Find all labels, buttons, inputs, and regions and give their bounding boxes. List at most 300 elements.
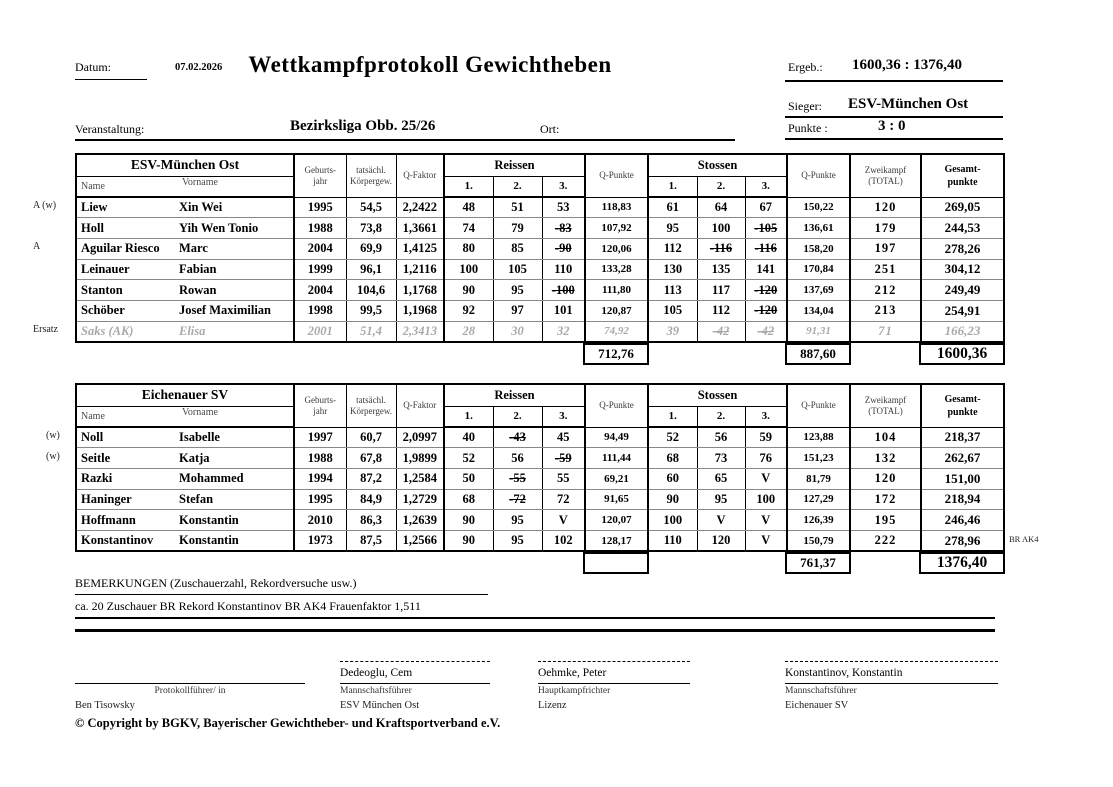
signature-block-kampfrichter — [538, 661, 690, 711]
lifter-surname: Hoffmann — [81, 512, 136, 527]
gesamtpunkte-cell: 254,91 — [921, 300, 1004, 321]
lifter-firstname: Konstantin — [179, 533, 239, 548]
gesamtpunkte-cell: 218,94 — [921, 489, 1004, 510]
cleanjerk-attempt-cell — [745, 280, 787, 301]
col-attempt-1: 1. — [648, 406, 697, 427]
cleanjerk-attempt-cell — [745, 300, 787, 321]
cleanjerk-qpoints-cell: 151,23 — [787, 448, 850, 469]
row-record-note — [1009, 279, 1069, 300]
veranstaltung-underline — [75, 139, 735, 141]
failed-attempt-value: -116 — [709, 241, 733, 256]
col-zweikampf: Zweikampf (TOTAL) — [850, 384, 921, 427]
snatch-attempt-cell: 95 — [493, 510, 542, 531]
row-record-note — [1009, 237, 1069, 258]
ergebnis-underline — [785, 80, 1003, 82]
cleanjerk-qpoints-cell: 127,29 — [787, 489, 850, 510]
zweikampf-total-cell: 212 — [850, 280, 921, 301]
qfactor-cell: 1,2116 — [396, 259, 444, 280]
team-name: Eichenauer SV — [76, 384, 294, 406]
cleanjerk-attempt-cell: 39 — [648, 321, 697, 342]
birth-year-cell: 1999 — [294, 259, 346, 280]
col-attempt-2: 2. — [493, 176, 542, 197]
snatch-attempt-cell: 101 — [542, 300, 585, 321]
dashed-signature-line — [538, 661, 690, 662]
lifter-firstname: Mohammed — [179, 471, 244, 486]
lifter-name-cell — [76, 259, 294, 280]
cleanjerk-qpoints-cell: 81,79 — [787, 468, 850, 489]
cleanjerk-qpoints-cell: 134,04 — [787, 300, 850, 321]
results-table — [75, 153, 1005, 343]
col-geburtsjahr: Geburts- jahr — [294, 384, 346, 427]
cleanjerk-qpoints-total: 887,60 — [785, 343, 851, 365]
snatch-attempt-cell: 95 — [493, 280, 542, 301]
row-class-tag: Ersatz — [33, 324, 58, 336]
col-attempt-2: 2. — [493, 406, 542, 427]
snatch-attempt-cell: 92 — [444, 300, 493, 321]
lifter-name-cell — [76, 530, 294, 551]
row-note-gutter — [1009, 196, 1069, 341]
ergebnis-label: Ergeb.: — [788, 60, 823, 74]
lifter-name-cell — [76, 197, 294, 218]
birth-year-cell: 2004 — [294, 238, 346, 259]
birth-year-cell: 2010 — [294, 510, 346, 531]
qfactor-cell: 1,1968 — [396, 300, 444, 321]
lifter-row — [76, 238, 1004, 259]
col-name-vorname: Name Vorname — [76, 406, 294, 427]
lifter-surname: Noll — [81, 430, 104, 445]
failed-attempt-value: -120 — [754, 303, 778, 318]
results-table — [75, 383, 1005, 552]
col-reissen: Reissen — [444, 384, 585, 406]
snatch-attempt-cell — [493, 468, 542, 489]
bodyweight-cell: 69,9 — [346, 238, 396, 259]
cleanjerk-attempt-cell: V — [745, 510, 787, 531]
snatch-qpoints-cell: 91,65 — [585, 489, 648, 510]
dashed-signature-line — [785, 661, 998, 662]
cleanjerk-attempt-cell: 67 — [745, 197, 787, 218]
birth-year-cell: 1997 — [294, 427, 346, 448]
ergebnis-value: 1600,36 : 1376,40 — [852, 57, 962, 73]
snatch-attempt-cell: 80 — [444, 238, 493, 259]
lifter-firstname: Elisa — [179, 323, 206, 338]
lifter-surname: Aguilar Riesco — [81, 241, 160, 256]
signature-block-protokollfuehrer — [75, 661, 305, 711]
gesamtpunkte-total: 1376,40 — [919, 552, 1005, 574]
copyright-line: © Copyright by BGKV, Bayerischer Gewichtheber- und Kraftsportverband e.V. — [75, 716, 501, 730]
failed-attempt-value: -59 — [554, 450, 572, 465]
cleanjerk-qpoints-cell: 150,22 — [787, 197, 850, 218]
row-record-note: BR AK4 — [1009, 534, 1039, 545]
row-record-note — [1009, 196, 1069, 217]
snatch-attempt-cell: 100 — [444, 259, 493, 280]
zweikampf-total-cell: 172 — [850, 489, 921, 510]
failed-attempt-value: -120 — [754, 282, 778, 297]
snatch-attempt-cell: 68 — [444, 489, 493, 510]
col-attempt-3: 3. — [745, 406, 787, 427]
zweikampf-total-cell: 120 — [850, 468, 921, 489]
failed-attempt-value: -42 — [712, 323, 730, 338]
cleanjerk-attempt-cell — [745, 218, 787, 239]
punkte-underline — [785, 138, 1003, 140]
lifter-row — [76, 197, 1004, 218]
col-qfaktor: Q-Faktor — [396, 384, 444, 427]
punkte-label: Punkte : — [788, 121, 828, 135]
snatch-attempt-cell: 48 — [444, 197, 493, 218]
zweikampf-total-cell: 195 — [850, 510, 921, 531]
cleanjerk-attempt-cell: 76 — [745, 448, 787, 469]
snatch-attempt-cell: 51 — [493, 197, 542, 218]
gesamtpunkte-cell: 218,37 — [921, 427, 1004, 448]
row-class-tag — [33, 299, 77, 320]
qfactor-cell: 1,2639 — [396, 510, 444, 531]
col-reissen: Reissen — [444, 154, 585, 176]
bemerkungen-label: BEMERKUNGEN (Zuschauerzahl, Rekordversuche usw.) — [75, 576, 357, 590]
lifter-surname: Razki — [81, 471, 113, 486]
col-qpunkte-stossen: Q-Punkte — [787, 384, 850, 427]
gesamtpunkte-cell: 278,96 — [921, 530, 1004, 551]
snatch-qpoints-cell: 120,06 — [585, 238, 648, 259]
failed-attempt-value: -43 — [509, 430, 526, 445]
cleanjerk-qpoints-cell: 126,39 — [787, 510, 850, 531]
gesamtpunkte-cell: 262,67 — [921, 448, 1004, 469]
snatch-attempt-cell: 79 — [493, 218, 542, 239]
row-class-tag: (w) — [46, 430, 60, 441]
totals-row — [75, 343, 1005, 367]
lifter-name-cell — [76, 300, 294, 321]
snatch-attempt-cell: 40 — [444, 427, 493, 448]
lifter-name-cell — [76, 218, 294, 239]
zweikampf-total-cell: 179 — [850, 218, 921, 239]
snatch-attempt-cell — [542, 280, 585, 301]
cleanjerk-attempt-cell: 90 — [648, 489, 697, 510]
zweikampf-total-cell: 132 — [850, 448, 921, 469]
row-record-note — [1009, 320, 1069, 341]
snatch-attempt-cell: V — [542, 510, 585, 531]
bodyweight-cell: 96,1 — [346, 259, 396, 280]
snatch-attempt-cell: 90 — [444, 280, 493, 301]
cleanjerk-qpoints-cell: 91,31 — [787, 321, 850, 342]
signature-block-esv — [340, 661, 490, 711]
snatch-qpoints-cell: 111,80 — [585, 280, 648, 301]
lifter-row — [76, 259, 1004, 280]
cleanjerk-attempt-cell: 100 — [648, 510, 697, 531]
lifter-row — [76, 448, 1004, 469]
cleanjerk-attempt-cell: 117 — [697, 280, 745, 301]
snatch-qpoints-cell: 118,83 — [585, 197, 648, 218]
gesamtpunkte-cell: 304,12 — [921, 259, 1004, 280]
snatch-attempt-cell — [493, 489, 542, 510]
gesamtpunkte-cell: 249,49 — [921, 280, 1004, 301]
lifter-row — [76, 510, 1004, 531]
row-record-note — [1009, 299, 1069, 320]
snatch-qpoints-total — [583, 552, 649, 574]
snatch-qpoints-cell: 74,92 — [585, 321, 648, 342]
snatch-qpoints-cell: 107,92 — [585, 218, 648, 239]
gesamtpunkte-cell: 269,05 — [921, 197, 1004, 218]
cleanjerk-attempt-cell: 113 — [648, 280, 697, 301]
col-gesamtpunkte: Gesamt- punkte — [921, 384, 1004, 427]
cleanjerk-attempt-cell: 60 — [648, 468, 697, 489]
signature-block-eichenau — [785, 661, 998, 711]
veranstaltung-label: Veranstaltung: — [75, 122, 145, 136]
signature-role: Mannschaftsführer — [340, 686, 412, 696]
cleanjerk-attempt-cell: 59 — [745, 427, 787, 448]
lifter-name-cell — [76, 448, 294, 469]
cleanjerk-qpoints-cell: 137,69 — [787, 280, 850, 301]
totals-row — [75, 552, 1005, 576]
row-class-gutter — [33, 196, 77, 341]
qfactor-cell: 2,2422 — [396, 197, 444, 218]
section-divider-line — [75, 629, 995, 632]
cleanjerk-attempt-cell: 141 — [745, 259, 787, 280]
lifter-surname: Seitle — [81, 450, 111, 465]
zweikampf-total-cell: 71 — [850, 321, 921, 342]
signature-role: Mannschaftsführer — [785, 686, 857, 696]
cleanjerk-attempt-cell — [697, 238, 745, 259]
team-table-esv — [33, 153, 1005, 362]
cleanjerk-attempt-cell — [697, 321, 745, 342]
lifter-surname: Haninger — [81, 491, 132, 506]
col-qpunkte-reissen: Q-Punkte — [585, 384, 648, 427]
birth-year-cell: 1995 — [294, 489, 346, 510]
failed-attempt-value: -83 — [554, 220, 572, 235]
qfactor-cell: 2,0997 — [396, 427, 444, 448]
col-geburtsjahr: Geburts- jahr — [294, 154, 346, 197]
gesamtpunkte-cell: 244,53 — [921, 218, 1004, 239]
snatch-attempt-cell — [542, 218, 585, 239]
lifter-row — [76, 489, 1004, 510]
snatch-attempt-cell: 90 — [444, 530, 493, 551]
snatch-attempt-cell — [542, 238, 585, 259]
col-attempt-1: 1. — [648, 176, 697, 197]
row-class-tag: A (w) — [33, 200, 57, 211]
col-qpunkte-stossen: Q-Punkte — [787, 154, 850, 197]
lifter-surname: Liew — [81, 200, 108, 215]
lifter-surname: Leinauer — [81, 261, 130, 276]
zweikampf-total-cell: 104 — [850, 427, 921, 448]
failed-attempt-value: -42 — [757, 323, 775, 338]
row-record-note — [1009, 509, 1069, 530]
lifter-firstname: Katja — [179, 450, 210, 465]
snatch-attempt-cell — [542, 448, 585, 469]
signature-role: Hauptkampfrichter — [538, 686, 611, 696]
bodyweight-cell: 99,5 — [346, 300, 396, 321]
cleanjerk-qpoints-cell: 158,20 — [787, 238, 850, 259]
cleanjerk-attempt-cell: V — [745, 468, 787, 489]
birth-year-cell: 1995 — [294, 197, 346, 218]
team-table-eichenau — [46, 383, 1039, 572]
lifter-row — [76, 427, 1004, 448]
cleanjerk-attempt-cell — [745, 238, 787, 259]
bodyweight-cell: 87,5 — [346, 530, 396, 551]
birth-year-cell: 1998 — [294, 300, 346, 321]
lifter-name-cell — [76, 468, 294, 489]
cleanjerk-attempt-cell: 105 — [648, 300, 697, 321]
datum-label: Datum: — [75, 60, 111, 74]
bemerkungen-underline — [75, 594, 488, 595]
row-class-tag: (w) — [46, 450, 60, 462]
lifter-surname: Holl — [81, 220, 104, 235]
snatch-qpoints-cell: 120,07 — [585, 510, 648, 531]
datum-underline — [75, 79, 147, 80]
snatch-attempt-cell: 32 — [542, 321, 585, 342]
snatch-attempt-cell: 55 — [542, 468, 585, 489]
snatch-attempt-cell: 95 — [493, 530, 542, 551]
row-class-tag: A — [33, 241, 41, 253]
birth-year-cell: 2001 — [294, 321, 346, 342]
bodyweight-cell: 104,6 — [346, 280, 396, 301]
snatch-attempt-cell: 52 — [444, 448, 493, 469]
ort-label: Ort: — [540, 122, 560, 136]
col-gesamtpunkte: Gesamt- punkte — [921, 154, 1004, 197]
bodyweight-cell: 51,4 — [346, 321, 396, 342]
col-qpunkte-reissen: Q-Punkte — [585, 154, 648, 197]
lifter-surname: Schöber — [81, 303, 125, 318]
cleanjerk-attempt-cell: 135 — [697, 259, 745, 280]
snatch-attempt-cell: 56 — [493, 448, 542, 469]
birth-year-cell: 1988 — [294, 448, 346, 469]
lifter-firstname: Isabelle — [179, 430, 220, 445]
col-qfaktor: Q-Faktor — [396, 154, 444, 197]
qfactor-cell: 2,3413 — [396, 321, 444, 342]
dashed-signature-line — [340, 661, 490, 662]
col-attempt-2: 2. — [697, 176, 745, 197]
qfactor-cell: 1,3661 — [396, 218, 444, 239]
snatch-qpoints-cell: 128,17 — [585, 530, 648, 551]
col-koerpergewicht: tatsächl. Körpergew. — [346, 154, 396, 197]
snatch-attempt-cell: 74 — [444, 218, 493, 239]
row-class-tag — [33, 258, 77, 279]
failed-attempt-value: -100 — [551, 282, 575, 297]
lifter-name-cell — [76, 238, 294, 259]
snatch-attempt-cell: 45 — [542, 427, 585, 448]
cleanjerk-attempt-cell: 112 — [697, 300, 745, 321]
cleanjerk-attempt-cell: 61 — [648, 197, 697, 218]
snatch-attempt-cell — [493, 427, 542, 448]
col-stossen: Stossen — [648, 384, 787, 406]
bodyweight-cell: 73,8 — [346, 218, 396, 239]
signature-name: Oehmke, Peter — [538, 667, 607, 679]
bemerkungen-bottom-line — [75, 617, 995, 619]
bodyweight-cell: 67,8 — [346, 448, 396, 469]
lifter-row — [76, 530, 1004, 551]
failed-attempt-value: -72 — [509, 491, 526, 506]
cleanjerk-attempt-cell: 100 — [697, 218, 745, 239]
gesamtpunkte-total: 1600,36 — [919, 343, 1005, 365]
gesamtpunkte-cell: 151,00 — [921, 468, 1004, 489]
bodyweight-cell: 60,7 — [346, 427, 396, 448]
zweikampf-total-cell: 213 — [850, 300, 921, 321]
birth-year-cell: 2004 — [294, 280, 346, 301]
signature-org: ESV München Ost — [340, 700, 420, 711]
cleanjerk-attempt-cell: V — [745, 530, 787, 551]
lifter-row — [76, 321, 1004, 342]
snatch-attempt-cell: 90 — [444, 510, 493, 531]
lifter-row — [76, 468, 1004, 489]
col-attempt-2: 2. — [697, 406, 745, 427]
col-attempt-1: 1. — [444, 176, 493, 197]
cleanjerk-attempt-cell: 130 — [648, 259, 697, 280]
row-record-note — [1009, 467, 1069, 488]
col-attempt-3: 3. — [542, 176, 585, 197]
cleanjerk-attempt-cell: 56 — [697, 427, 745, 448]
lifter-name-cell — [76, 280, 294, 301]
punkte-value: 3 : 0 — [878, 118, 906, 134]
bemerkungen-text: ca. 20 Zuschauer BR Rekord Konstantinov BR AK4 Frauenfaktor 1,511 — [75, 599, 421, 613]
row-note-gutter — [1009, 426, 1069, 550]
veranstaltung-value: Bezirksliga Obb. 25/26 — [290, 118, 436, 134]
col-name-vorname: Name Vorname — [76, 176, 294, 197]
snatch-attempt-cell: 105 — [493, 259, 542, 280]
lifter-row — [76, 300, 1004, 321]
bodyweight-cell: 86,3 — [346, 510, 396, 531]
snatch-attempt-cell: 110 — [542, 259, 585, 280]
cleanjerk-qpoints-cell: 123,88 — [787, 427, 850, 448]
lifter-name-cell — [76, 427, 294, 448]
cleanjerk-attempt-cell: 120 — [697, 530, 745, 551]
lifter-surname: Konstantinov — [81, 533, 154, 548]
snatch-qpoints-cell: 133,28 — [585, 259, 648, 280]
signature-role: Protokollführer/ in — [154, 686, 226, 696]
failed-attempt-value: -90 — [554, 241, 572, 256]
qfactor-cell: 1,2729 — [396, 489, 444, 510]
page-title: Wettkampfprotokoll Gewichtheben — [248, 52, 612, 77]
zweikampf-total-cell: 120 — [850, 197, 921, 218]
snatch-attempt-cell: 28 — [444, 321, 493, 342]
row-record-note — [1009, 258, 1069, 279]
col-attempt-3: 3. — [542, 406, 585, 427]
zweikampf-total-cell: 197 — [850, 238, 921, 259]
lifter-firstname: Marc — [179, 241, 208, 256]
snatch-attempt-cell: 85 — [493, 238, 542, 259]
cleanjerk-attempt-cell: 95 — [648, 218, 697, 239]
lifter-firstname: Josef Maximilian — [179, 303, 272, 318]
signature-org: Lizenz — [538, 700, 567, 711]
signature-org: Ben Tisowsky — [75, 700, 135, 711]
cleanjerk-attempt-cell: 65 — [697, 468, 745, 489]
col-attempt-1: 1. — [444, 406, 493, 427]
snatch-attempt-cell: 30 — [493, 321, 542, 342]
signature-org: Eichenauer SV — [785, 700, 849, 711]
cleanjerk-attempt-cell: 64 — [697, 197, 745, 218]
zweikampf-total-cell: 251 — [850, 259, 921, 280]
cleanjerk-attempt-cell: 73 — [697, 448, 745, 469]
cleanjerk-attempt-cell — [745, 321, 787, 342]
col-zweikampf: Zweikampf (TOTAL) — [850, 154, 921, 197]
lifter-name-cell — [76, 510, 294, 531]
qfactor-cell: 1,1768 — [396, 280, 444, 301]
snatch-qpoints-total: 712,76 — [583, 343, 649, 365]
lifter-firstname: Fabian — [179, 261, 217, 276]
sieger-value: ESV-München Ost — [848, 96, 969, 112]
lifter-firstname: Rowan — [179, 282, 217, 297]
bodyweight-cell: 87,2 — [346, 468, 396, 489]
cleanjerk-attempt-cell: 110 — [648, 530, 697, 551]
gesamtpunkte-cell: 278,26 — [921, 238, 1004, 259]
datum-value: 07.02.2026 — [175, 62, 223, 73]
signature-name: Konstantinov, Konstantin — [785, 667, 903, 679]
lifter-firstname: Xin Wei — [179, 200, 223, 215]
snatch-attempt-cell: 50 — [444, 468, 493, 489]
bodyweight-cell: 84,9 — [346, 489, 396, 510]
cleanjerk-attempt-cell: 95 — [697, 489, 745, 510]
row-record-note — [1009, 447, 1069, 468]
failed-attempt-value: -105 — [754, 220, 778, 235]
signature-name: Dedeoglu, Cem — [340, 667, 413, 679]
qfactor-cell: 1,4125 — [396, 238, 444, 259]
failed-attempt-value: -55 — [509, 471, 526, 486]
row-record-note — [1009, 217, 1069, 238]
